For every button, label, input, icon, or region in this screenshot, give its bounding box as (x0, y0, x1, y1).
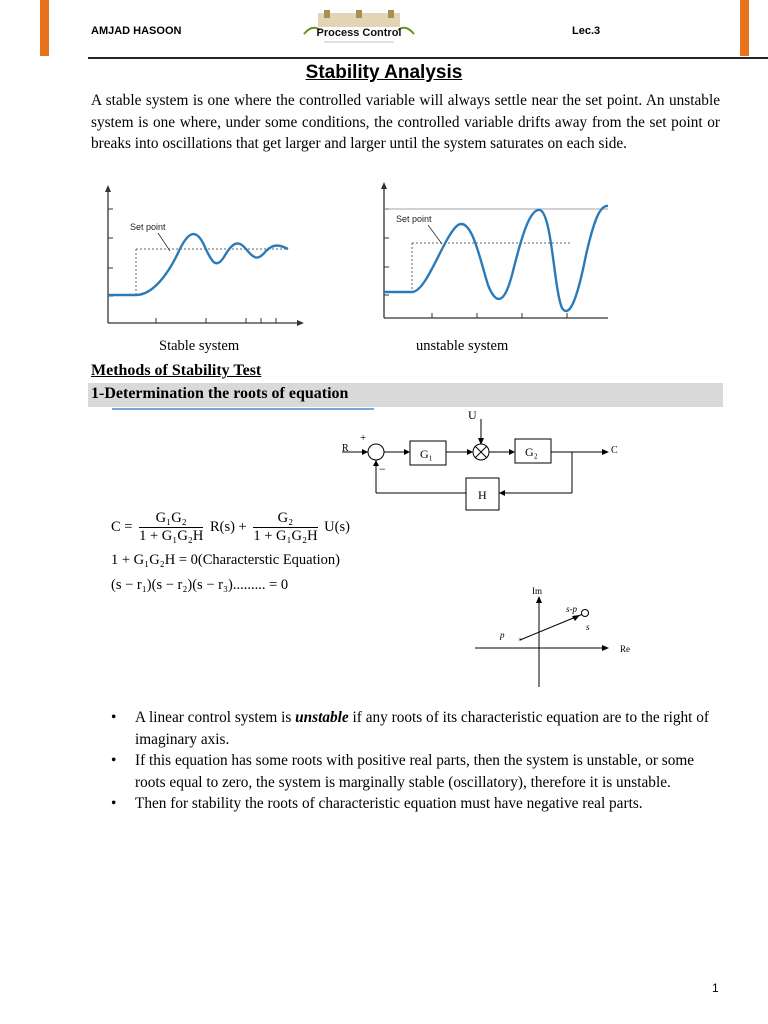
roots-equation: (s − r₁)(s − r₂)(s − r₃)......... = 0 (111, 577, 289, 593)
block-diagram (338, 405, 628, 515)
bullet-item-1: • A linear control system is unstable if any roots of its characteristic equation are to the right of imaginary axis. (108, 707, 723, 750)
unstable-system-figure (372, 180, 612, 326)
label-R: R (342, 443, 349, 454)
eq-frac1-den: 1 + G₁G₂H (139, 528, 204, 544)
unstable-setpoint-label: Set point (396, 214, 432, 224)
label-Re: Re (620, 644, 630, 654)
transfer-equation (111, 510, 350, 545)
bullet-item-2: • If this equation has some roots with positive real parts, then the system is unstable, or some roots equal to zero, the system is marginally stable (oscillatory), therefore it is unstable. (108, 750, 723, 793)
right-accent-bar (740, 0, 749, 56)
block-G1: G₁ (420, 447, 433, 461)
s-plane-diagram (470, 584, 640, 689)
intro-paragraph: A stable system is one where the controlled variable will always settle near the set point. An unstable system is one where, under some conditions, the controlled variable drifts away from the set point or breaks into oscillations that get larger and larger until the system saturates on each side. (91, 92, 720, 152)
page-title: Stability Analysis (305, 62, 463, 83)
eq-frac2-num: G₂ (253, 510, 317, 528)
eq-fraction-2 (253, 510, 317, 545)
stable-caption: Stable system (159, 338, 240, 354)
header-lecture: Lec.3 (572, 25, 601, 37)
eq-frac2-den: 1 + G₁G₂H (253, 528, 318, 544)
label-s: s (586, 622, 590, 632)
stable-system-figure (96, 183, 316, 331)
label-Im: Im (532, 586, 542, 596)
eq-term2: U(s) (324, 518, 350, 535)
eq-frac1-num: G₁G₂ (139, 510, 203, 528)
stable-setpoint-label: Set point (130, 222, 166, 232)
header-rule (88, 57, 768, 59)
left-accent-bar (40, 0, 49, 56)
label-C: C (611, 445, 618, 456)
unstable-caption: unstable system (416, 338, 509, 354)
section1-heading: 1-Determination the roots of equation (91, 385, 349, 402)
bullet-list (108, 707, 723, 815)
logo-text: Process Control (316, 27, 402, 39)
characteristic-equation: 1 + G₁G₂H = 0(Characterstic Equation) (111, 552, 340, 568)
eq-fraction-1 (139, 510, 203, 545)
block-H: H (478, 488, 487, 502)
methods-heading: Methods of Stability Test (91, 362, 262, 379)
label-p: p (500, 630, 505, 640)
page-number: 1 (712, 981, 719, 995)
bullet-item-3: • Then for stability the roots of characteristic equation must have negative real parts. (108, 793, 723, 815)
section-underline (112, 408, 374, 410)
label-s-minus-p: s-p (566, 604, 577, 614)
label-minus: − (379, 462, 386, 476)
eq-c-lhs: C = (111, 518, 133, 535)
header-author: AMJAD HASOON (91, 25, 182, 37)
header-logo (300, 10, 418, 50)
eq-term1: R(s) + (209, 518, 247, 535)
label-plus: + (360, 432, 367, 444)
emph-unstable: unstable (295, 709, 349, 726)
svg-text:×: × (518, 636, 522, 644)
label-U: U (468, 408, 477, 422)
block-G2: G₂ (525, 445, 538, 459)
